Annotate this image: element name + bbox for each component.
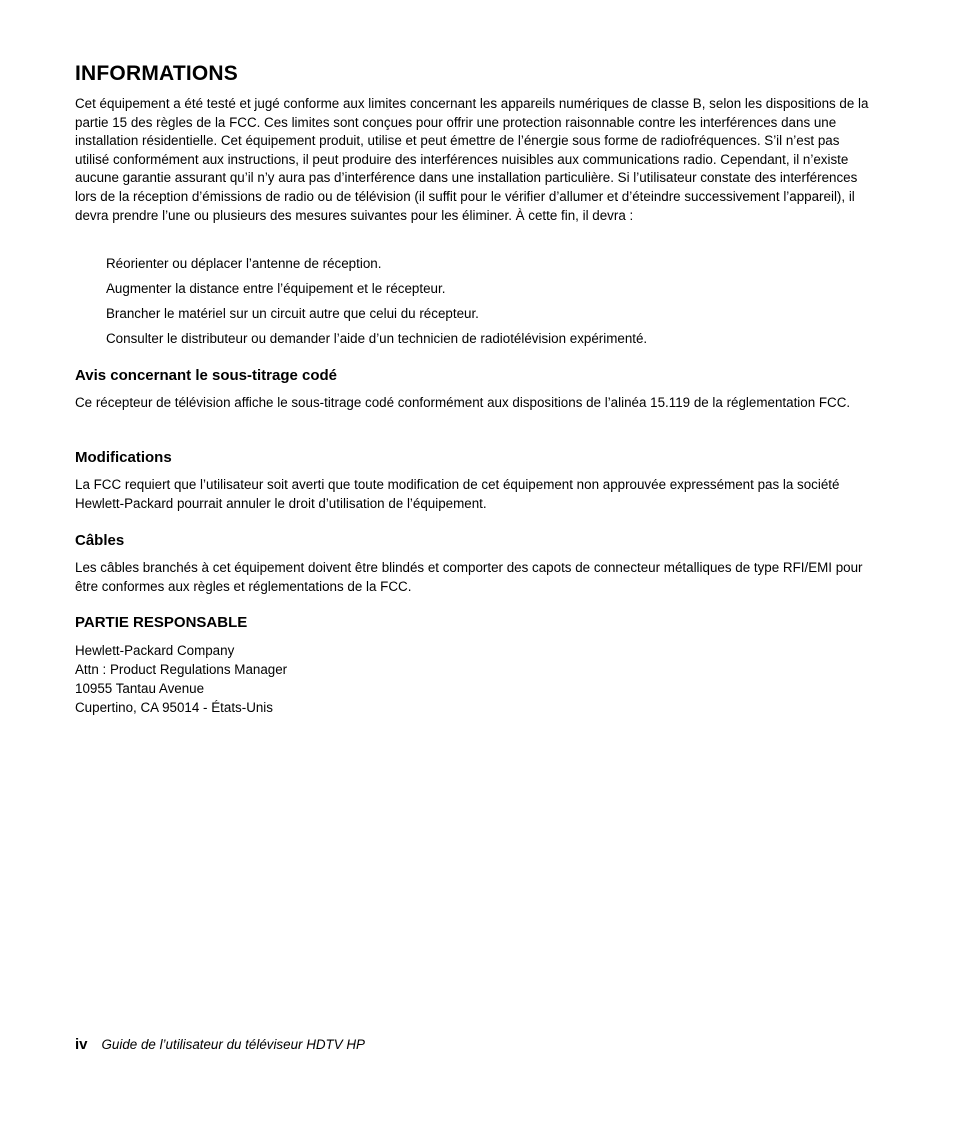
- modifications-paragraph: La FCC requiert que l’utilisateur soit averti que toute modification de cet équipement non approuvée expressément pas la société Hewlett-Packard pourrait annuler le droit d’utilisation de l’équipement.: [75, 477, 840, 511]
- address-line: Cupertino, CA 95014 - États-Unis: [75, 700, 273, 715]
- measure-item: Réorienter ou déplacer l’antenne de réception.: [106, 256, 382, 271]
- address-line: Hewlett-Packard Company: [75, 643, 235, 658]
- page-footer: [75, 1036, 365, 1054]
- captioning-heading: Avis concernant le sous-titrage codé: [75, 367, 338, 384]
- responsible-party-heading: PARTIE RESPONSABLE: [75, 614, 248, 631]
- responsible-party-address: [75, 641, 287, 717]
- modifications-heading: Modifications: [75, 449, 172, 466]
- cables-heading: Câbles: [75, 532, 125, 549]
- address-line: 10955 Tantau Avenue: [75, 681, 205, 696]
- captioning-paragraph: Ce récepteur de télévision affiche le sous-titrage codé conformément aux dispositions de l’alinéa 15.119 de la réglementation FCC.: [75, 395, 851, 410]
- page-number: iv: [75, 1036, 88, 1053]
- footer-doc-title: Guide de l’utilisateur du téléviseur HDTV HP: [101, 1037, 365, 1052]
- measures-list: [106, 255, 647, 355]
- address-line: Attn : Product Regulations Manager: [75, 662, 288, 677]
- intro-paragraph: Cet équipement a été testé et jugé conforme aux limites concernant les appareils numériques de classe B, selon les dispositions de la partie 15 des règles de la FCC. Ces limites sont conçues pour offrir une protection raisonnable contre les interférences dans une installation résidentielle. Cet équipement produit, utilise et peut émettre de l’énergie sous forme de radiofréquences. S’il n’est pas utilisé conformément aux instructions, il peut produire des interférences nuisibles aux communications radio. Cependant, il n’existe aucune garantie assurant qu’il n’y aura pas d’interférence dans une installation particulière. Si l’utilisateur constate des interférences lors de la réception d’émissions de radio ou de télévision (il suffit pour le vérifier d’allumer et d’éteindre successivement l’appareil), il devra prendre l’une ou plusieurs des mesures suivantes pour les éliminer. À cette fin, il devra :: [75, 96, 869, 223]
- measure-item: Augmenter la distance entre l’équipement et le récepteur.: [106, 281, 446, 296]
- measure-item: Consulter le distributeur ou demander l’aide d’un technicien de radiotélévision expérimenté.: [106, 331, 648, 346]
- page-title: INFORMATIONS: [75, 62, 238, 85]
- cables-paragraph: Les câbles branchés à cet équipement doivent être blindés et comporter des capots de connecteur métalliques de type RFI/EMI pour être conformes aux règles et réglementations de la FCC.: [75, 560, 863, 594]
- measure-item: Brancher le matériel sur un circuit autre que celui du récepteur.: [106, 306, 479, 321]
